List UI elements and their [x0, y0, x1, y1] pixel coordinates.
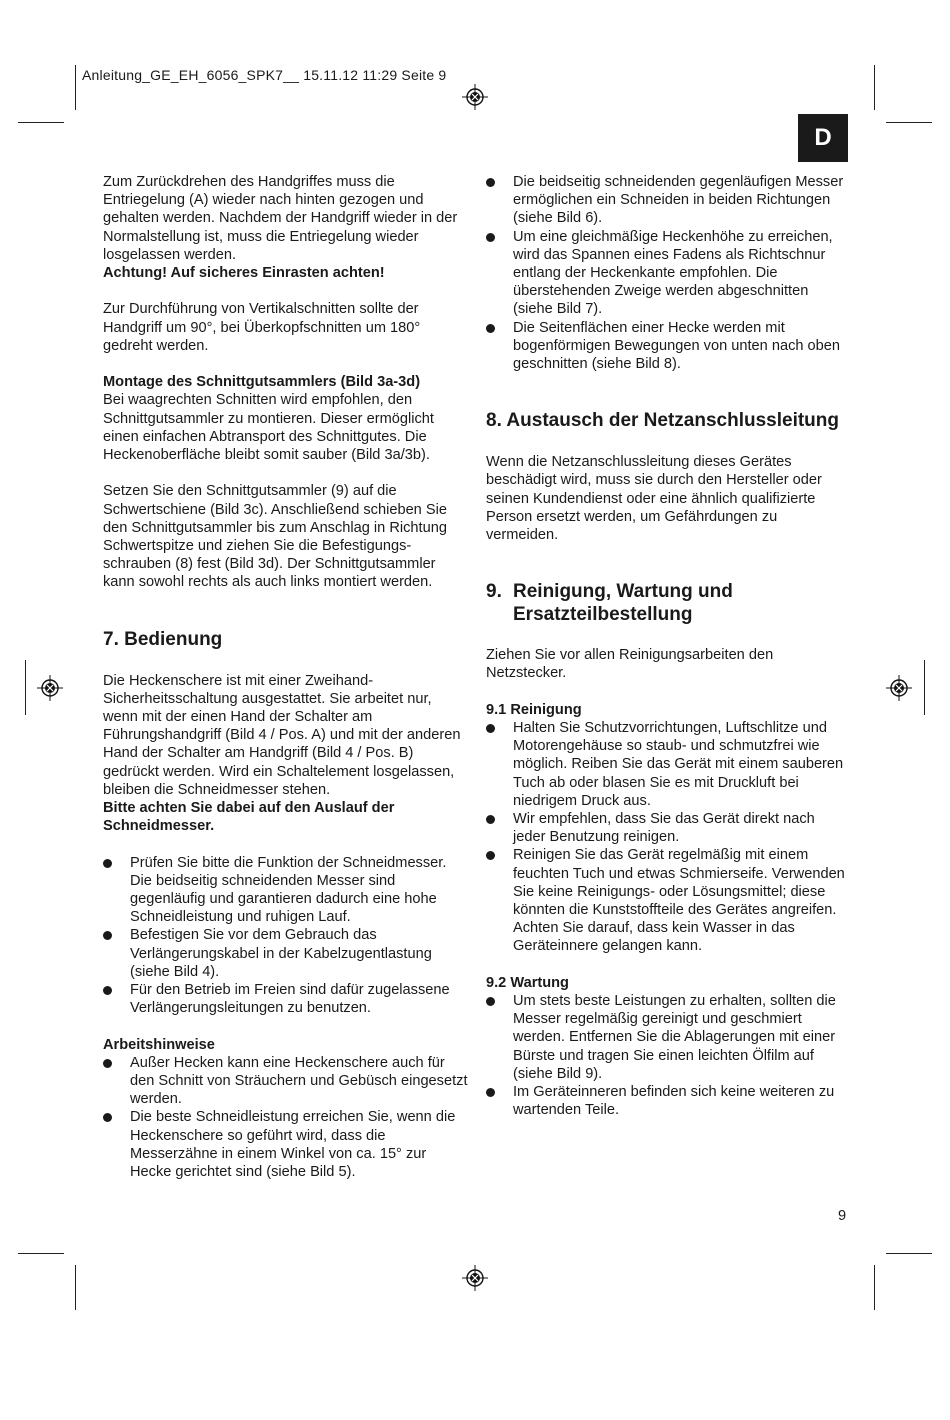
paragraph: Bei waagrechten Schnitten wird empfohlen, den Schnittgutsammler zu montieren. Dieser ermöglicht einen einfachen Abtransport des Schnittgutes. Die Heckenoberfläche bleibt somit sauber (Bild 3a/3b). — [103, 392, 434, 464]
registration-mark-icon — [462, 84, 488, 110]
list-item: Die beste Schneidleistung erreichen Sie, wenn die Heckenschere so geführt wird, dass die Messerzähne in einem Winkel von ca. 15° zur Hecke gerichtet sind (siehe Bild 5). — [103, 1108, 468, 1181]
crop-mark — [75, 65, 76, 110]
list-item: Im Geräteinneren befinden sich keine weiteren zu wartenden Teile. — [486, 1083, 851, 1119]
paragraph: Setzen Sie den Schnittgutsammler (9) auf die Schwertschiene (Bild 3c). Anschließend schieben Sie den Schnittgutsammler bis zum Anschlag in Richtung Schwertspitze und ziehen Sie die Befestigungs-schrauben (8) fest (Bild 3d). Der Schnittgutsammler kann sowohl rechts als auch links montiert werden. — [103, 483, 447, 591]
bullet-list — [103, 854, 468, 1018]
list-item: Um eine gleichmäßige Heckenhöhe zu erreichen, wird das Spannen eines Fadens als Richtschnur entlang der Heckenkante empfohlen. Die überstehenden Zweige werden abgeschnitten (siehe Bild 7). — [486, 228, 851, 319]
crop-mark — [25, 660, 26, 715]
bullet-icon — [486, 324, 495, 333]
bullet-list — [103, 1054, 468, 1181]
list-item: Für den Betrieb im Freien sind dafür zugelassene Verlängerungsleitungen zu benutzen. — [103, 981, 468, 1017]
left-column — [103, 173, 468, 1181]
list-item: Prüfen Sie bitte die Funktion der Schneidmesser. Die beidseitig schneidenden Messer sind gegenläufig und garantieren dadurch eine hohe Schneidleistung und ruhigen Lauf. — [103, 854, 468, 927]
crop-mark — [18, 1253, 64, 1254]
list-item: Halten Sie Schutzvorrichtungen, Luftschlitze und Motorengehäuse so staub- und schmutzfrei wie möglich. Reiben Sie das Gerät mit einem sauberen Tuch ab oder blasen Sie es mit Druckluft bei niedrigem Druck aus. — [486, 719, 851, 810]
paragraph: Zum Zurückdrehen des Handgriffes muss die Entriegelung (A) wieder nach hinten gezogen und gehalten werden. Nachdem der Handgriff wieder in der Normalstellung ist, muss die Entriegelung wieder losgelassen werden. — [103, 174, 458, 263]
section-number: 9. — [486, 581, 502, 603]
bullet-icon — [103, 859, 112, 868]
bullet-icon — [486, 724, 495, 733]
right-column — [486, 173, 851, 1120]
bullet-icon — [486, 1088, 495, 1097]
list-item: Außer Hecken kann eine Heckenschere auch für den Schnitt von Sträuchern und Gebüsch eingesetzt werden. — [103, 1054, 468, 1109]
list-item: Die beidseitig schneidenden gegenläufigen Messer ermöglichen ein Schneiden in beiden Richtungen (siehe Bild 6). — [486, 173, 851, 228]
crop-mark — [886, 122, 932, 123]
crop-mark — [874, 65, 875, 110]
section-heading — [486, 580, 851, 626]
subheading: 9.1 Reinigung — [486, 701, 582, 718]
bullet-icon — [103, 1059, 112, 1068]
bullet-icon — [486, 178, 495, 187]
crop-mark — [924, 660, 925, 715]
bullet-list — [486, 719, 851, 956]
list-item: Um stets beste Leistungen zu erhalten, sollten die Messer regelmäßig gereinigt und geschmiert werden. Entfernen Sie die Ablagerungen mit einer Bürste und tragen Sie einen leichten Ölfilm auf (siehe Bild 9). — [486, 992, 851, 1083]
bullet-icon — [486, 997, 495, 1006]
list-item: Reinigen Sie das Gerät regelmäßig mit einem feuchten Tuch und etwas Schmierseife. Verwenden Sie keine Reinigungs- oder Lösungsmittel; diese könnten die Kunststoffteile des Gerätes angreifen. Achten Sie darauf, dass kein Wasser in das Geräteinnere gelangen kann. — [486, 846, 851, 955]
crop-mark — [75, 1265, 76, 1310]
crop-mark — [874, 1265, 875, 1310]
paragraph: Zur Durchführung von Vertikalschnitten sollte der Handgriff um 90°, bei Überkopfschnitten um 180° gedreht werden. — [103, 301, 421, 354]
registration-mark-icon — [886, 675, 912, 701]
subheading: Montage des Schnittgutsammlers (Bild 3a-3d) — [103, 374, 421, 391]
section-title-line: Reinigung, Wartung und — [513, 581, 733, 603]
bullet-icon — [486, 851, 495, 860]
bullet-list — [486, 992, 851, 1119]
subheading: Arbeitshinweise — [103, 1036, 215, 1053]
bullet-icon — [486, 815, 495, 824]
list-item: Befestigen Sie vor dem Gebrauch das Verlängerungskabel in der Kabelzugentlastung (siehe Bild 4). — [103, 926, 468, 981]
warning-text: Bitte achten Sie dabei auf den Auslauf der Schneidmesser. — [103, 800, 395, 835]
bullet-list — [486, 173, 851, 373]
paragraph: Die Heckenschere ist mit einer Zweihand-Sicherheitsschaltung ausgestattet. Sie arbeitet nur, wenn mit der einen Hand der Schalter am Führungshandgriff (Bild 4 / Pos. A) und mit der anderen Hand der Schalter am Handgriff (Bild 4 / Pos. B) gedrückt werden. Wird ein Schaltelement losgelassen, bleiben die Schneidmesser stehen. — [103, 672, 461, 798]
bullet-icon — [103, 1113, 112, 1122]
paragraph: Wenn die Netzanschlussleitung dieses Gerätes beschädigt wird, muss sie durch den Hersteller oder seinen Kundendienst oder eine ähnlich qualifizierte Person ersetzt werden, um Gefährdungen zu vermeiden. — [486, 454, 822, 544]
registration-mark-icon — [37, 675, 63, 701]
bullet-icon — [103, 986, 112, 995]
registration-mark-icon — [462, 1265, 488, 1291]
section-title-line: Ersatzteilbestellung — [513, 604, 693, 626]
page-number: 9 — [838, 1208, 847, 1224]
section-heading: 8. Austausch der Netzanschlussleitung — [486, 410, 839, 432]
list-item: Die Seitenflächen einer Hecke werden mit bogenförmigen Bewegungen von unten nach oben geschnitten (siehe Bild 8). — [486, 319, 851, 374]
section-heading: 7. Bedienung — [103, 628, 223, 650]
crop-mark — [886, 1253, 932, 1254]
bullet-icon — [486, 233, 495, 242]
warning-text: Achtung! Auf sicheres Einrasten achten! — [103, 265, 385, 282]
language-tab: D — [798, 114, 848, 162]
print-slug: Anleitung_GE_EH_6056_SPK7__ 15.11.12 11:29 Seite 9 — [82, 67, 447, 83]
list-item: Wir empfehlen, dass Sie das Gerät direkt nach jeder Benutzung reinigen. — [486, 810, 851, 846]
crop-mark — [18, 122, 64, 123]
paragraph: Ziehen Sie vor allen Reinigungsarbeiten den Netzstecker. — [486, 647, 774, 682]
bullet-icon — [103, 931, 112, 940]
subheading: 9.2 Wartung — [486, 974, 569, 991]
